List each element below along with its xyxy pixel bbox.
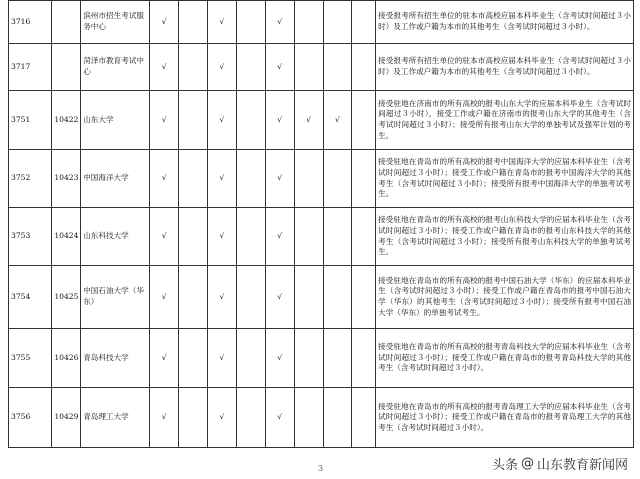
site-name-cell: 青岛科技大学 [81,329,150,388]
remarks-cell: 接受驻地在青岛市的所有高校的报考中国海洋大学的应届本科毕业生（含考试时间超过３小时）；接受工作或户籍在青岛市的报考中国海洋大学的其他考生（含考试时间超过３小时）；接受所有报考中国海洋大学的单独考试考生。 [376,150,634,208]
check-cell [236,266,265,329]
check-cell: √ [150,1,179,44]
site-code-cell: 3753 [9,208,52,266]
check-cell: √ [150,266,179,329]
university-code-cell: 10423 [52,150,81,208]
exam-site-table [8,0,634,448]
check-cell [323,208,352,266]
check-cell [352,266,376,329]
check-cell [323,329,352,388]
remarks-cell: 接受报考所有招生单位的驻本市高校应届本科毕业生（含考试时间超过３小时）及工作或户籍为本市的其他考生（含考试时间超过３小时）。 [376,1,634,44]
check-cell: √ [208,44,237,91]
check-cell [352,208,376,266]
check-cell [236,388,265,448]
watermark [492,454,628,473]
check-cell [179,91,208,150]
watermark-at-icon: @ [520,456,534,471]
check-cell [352,1,376,44]
table-row [9,44,634,91]
check-cell: √ [150,150,179,208]
site-name-cell: 山东大学 [81,91,150,150]
check-cell: √ [265,44,294,91]
remarks-cell: 接受驻地在青岛市的所有高校的报考山东科技大学的应届本科毕业生（含考试时间超过３小时）；接受工作或户籍在青岛市的报考山东科技大学的其他考生（含考试时间超过３小时）；接受所有报考山东科技大学的单独考试考生。 [376,208,634,266]
check-cell: √ [265,388,294,448]
check-cell [323,1,352,44]
site-code-cell: 3756 [9,388,52,448]
check-cell: √ [208,150,237,208]
site-code-cell: 3754 [9,266,52,329]
check-cell [323,388,352,448]
check-cell [352,150,376,208]
remarks-cell: 接受驻地在青岛市的所有高校的报考青岛理工大学的应届本科毕业生（含考试时间超过３小时）；接受工作或户籍在青岛市的报考青岛理工大学的其他考生（含考试时间超过３小时）。 [376,388,634,448]
check-cell: √ [150,388,179,448]
page-number: 3 [318,464,324,473]
site-code-cell: 3755 [9,329,52,388]
check-cell [236,329,265,388]
site-name-cell: 滨州市招生考试服务中心 [81,1,150,44]
check-cell [294,208,323,266]
check-cell [352,44,376,91]
table-row [9,208,634,266]
check-cell [294,388,323,448]
check-cell: √ [150,91,179,150]
check-cell [179,388,208,448]
check-cell: √ [265,150,294,208]
check-cell [323,266,352,329]
check-cell [294,1,323,44]
university-code-cell [52,1,81,44]
watermark-prefix: 头条 [491,458,518,473]
site-code-cell: 3717 [9,44,52,91]
check-cell: √ [265,91,294,150]
check-cell: √ [265,1,294,44]
check-cell [294,266,323,329]
check-cell [179,1,208,44]
check-cell: √ [208,1,237,44]
table-row [9,1,634,44]
check-cell: √ [323,91,352,150]
check-cell [294,329,323,388]
university-code-cell: 10422 [52,91,81,150]
check-cell: √ [208,388,237,448]
check-cell [179,150,208,208]
remarks-cell: 接受驻地在济南市的所有高校的报考山东大学的应届本科毕业生（含考试时间超过３小时），接受工作或户籍在济南市的报考山东大学的其他考生（含考试时间超过３小时）；接受所有报考山东大学的单独考试及强军计划的考生。 [376,91,634,150]
check-cell [236,208,265,266]
check-cell: √ [294,91,323,150]
remarks-cell: 接受报考所有招生单位的驻本市高校应届本科毕业生（含考试时间超过３小时）及工作或户籍为本市的其他考生（含考试时间超过３小时）。 [376,44,634,91]
university-code-cell: 10424 [52,208,81,266]
site-code-cell: 3716 [9,1,52,44]
university-code-cell: 10425 [52,266,81,329]
site-name-cell: 菏泽市教育考试中心 [81,44,150,91]
check-cell [294,44,323,91]
check-cell [294,150,323,208]
university-code-cell: 10426 [52,329,81,388]
watermark-account: 山东教育新闻网 [536,458,628,473]
site-code-cell: 3752 [9,150,52,208]
table-row [9,329,634,388]
check-cell: √ [150,329,179,388]
check-cell: √ [208,266,237,329]
remarks-cell: 接受驻地在青岛市的所有高校的报考青岛科技大学的应届本科毕业生（含考试时间超过３小时）；接受工作或户籍在青岛市的报考青岛科技大学的其他考生（含考试时间超过３小时）。 [376,329,634,388]
check-cell [323,150,352,208]
check-cell [179,44,208,91]
check-cell: √ [208,208,237,266]
check-cell [352,329,376,388]
table-row [9,91,634,150]
check-cell: √ [208,329,237,388]
check-cell [179,329,208,388]
check-cell: √ [265,266,294,329]
table-row [9,150,634,208]
table-row [9,266,634,329]
check-cell [179,208,208,266]
check-cell: √ [150,208,179,266]
check-cell [179,266,208,329]
check-cell: √ [150,44,179,91]
check-cell [236,150,265,208]
check-cell [236,91,265,150]
check-cell: √ [208,91,237,150]
check-cell [352,91,376,150]
site-name-cell: 山东科技大学 [81,208,150,266]
check-cell [236,1,265,44]
site-code-cell: 3751 [9,91,52,150]
check-cell: √ [265,208,294,266]
site-name-cell: 青岛理工大学 [81,388,150,448]
site-name-cell: 中国海洋大学 [81,150,150,208]
check-cell [352,388,376,448]
site-name-cell: 中国石油大学（华东） [81,266,150,329]
university-code-cell: 10429 [52,388,81,448]
university-code-cell [52,44,81,91]
remarks-cell: 接受驻地在青岛市的所有高校的报考中国石油大学（华东）的应届本科毕业生（含考试时间超过３小时）；接受工作或户籍在青岛市的报考中国石油大学（华东）的其他考生（含考试时间超过３小时）；接受所有报考中国石油大学（华东）的单独考试考生。 [376,266,634,329]
table-row [9,388,634,448]
check-cell [323,44,352,91]
check-cell: √ [265,329,294,388]
check-cell [236,44,265,91]
